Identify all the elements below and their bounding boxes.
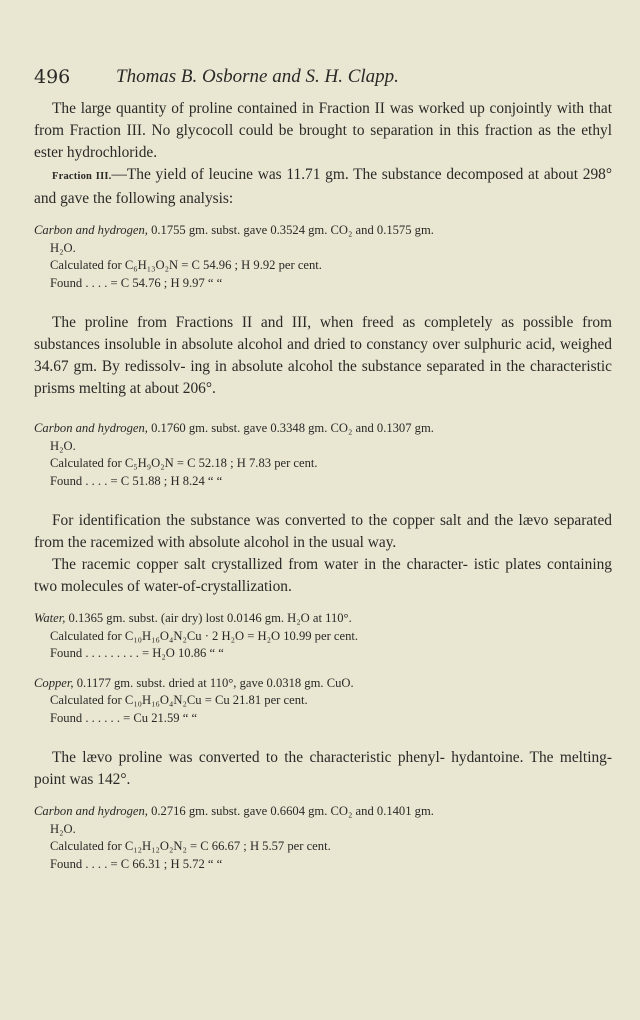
paragraph-fraction-iii — [34, 164, 612, 210]
page-body — [34, 98, 612, 873]
analysis-calculated: Calculated for C₅H₉O₂N = C 52.18 ; H 7.83 per cent. — [50, 456, 318, 470]
analysis-line: H₂O. — [50, 438, 76, 453]
analysis-line — [34, 222, 612, 240]
analysis-lead: Carbon and hydrogen, — [34, 804, 148, 818]
paragraph-proline-fraction-ii: The large quantity of proline contained in Fraction II was worked up conjointly with that from Fraction III. No glycocoll could be brought to separation in this fraction as the ethyl ester hydrochloride. — [34, 100, 612, 161]
analysis-line: H₂O. — [50, 240, 76, 255]
analysis-line — [34, 420, 612, 438]
analysis-found: Found . . . . = C 66.31 ; H 5.72 “ “ — [50, 856, 223, 871]
analysis-water — [34, 610, 612, 663]
analysis-calculated: Calculated for C₁₀H₁₆O₄N₂Cu = Cu 21.81 per cent. — [50, 693, 308, 707]
analysis-calculated: Calculated for C₆H₁₃O₂N = C 54.96 ; H 9.92 per cent. — [50, 258, 322, 272]
analysis-text: 0.1755 gm. subst. gave 0.3524 gm. CO₂ and 0.1575 gm. — [147, 223, 434, 237]
analysis-line — [34, 803, 612, 821]
fraction-iii-text: —The yield of leucine was 11.71 gm. The substance decomposed at about 298° and gave the following analysis: — [34, 166, 612, 207]
analysis-text: 0.1177 gm. subst. dried at 110°, gave 0.0318 gm. CuO. — [73, 675, 354, 690]
analysis-found: Found . . . . . . = Cu 21.59 “ “ — [50, 710, 198, 725]
analysis-calculated: Calculated for C₁₂H₁₂O₂N₂ = C 66.67 ; H 5.57 per cent. — [50, 839, 331, 853]
analysis-text: 0.1760 gm. subst. gave 0.3348 gm. CO₂ and 0.1307 gm. — [147, 421, 434, 435]
analysis-lead: Copper, — [34, 675, 74, 690]
analysis-text: 0.1365 gm. subst. (air dry) lost 0.0146 gm. H₂O at 110°. — [65, 611, 352, 625]
analysis-found: Found . . . . . . . . . = H₂O 10.86 “ “ — [50, 646, 224, 660]
analysis-line — [34, 610, 612, 628]
paragraph-copper-salt: For identification the substance was converted to the copper salt and the lævo separated from the racemized with absolute alcohol in the usual way. — [34, 512, 612, 551]
analysis-proline — [34, 420, 612, 490]
running-title: Thomas B. Osborne and S. H. Clapp. — [116, 66, 399, 87]
analysis-lead: Water, — [34, 611, 66, 625]
paragraph-racemic-copper-salt: The racemic copper salt crystallized from water in the character- istic plates containing two molecules of water-of-crystallization. — [34, 556, 612, 595]
analysis-text: 0.2716 gm. subst. gave 0.6604 gm. CO₂ and 0.1401 gm. — [147, 804, 434, 818]
analysis-found: Found . . . . = C 54.76 ; H 9.97 “ “ — [50, 275, 223, 290]
sidenote-fraction-iii: Fraction III. — [52, 171, 112, 182]
paragraph-proline-purification: The proline from Fractions II and III, when freed as completely as possible from substances insoluble in absolute alcohol and dried to constancy over sulphuric acid, weighed 34.67 gm. By redissolv- ing in absolute alcohol the substance separated in the characteristic prisms melting at about 206°. — [34, 314, 612, 397]
analysis-line: H₂O. — [50, 821, 76, 836]
analysis-copper — [34, 675, 612, 728]
analysis-found: Found . . . . = C 51.88 ; H 8.24 “ “ — [50, 473, 223, 488]
analysis-line — [34, 675, 612, 693]
analysis-lead: Carbon and hydrogen, — [34, 223, 148, 237]
analysis-leucine — [34, 222, 612, 292]
paragraph-phenylhydantoine: The lævo proline was converted to the characteristic phenyl- hydantoine. The melting-point was 142°. — [34, 749, 612, 788]
analysis-phenylhydantoine — [34, 803, 612, 873]
analysis-lead: Carbon and hydrogen, — [34, 421, 148, 435]
page-number: 496 — [34, 66, 71, 88]
analysis-calculated: Calculated for C₁₀H₁₆O₄N₂Cu · 2 H₂O = H₂O 10.99 per cent. — [50, 628, 359, 643]
page-header — [34, 66, 614, 92]
